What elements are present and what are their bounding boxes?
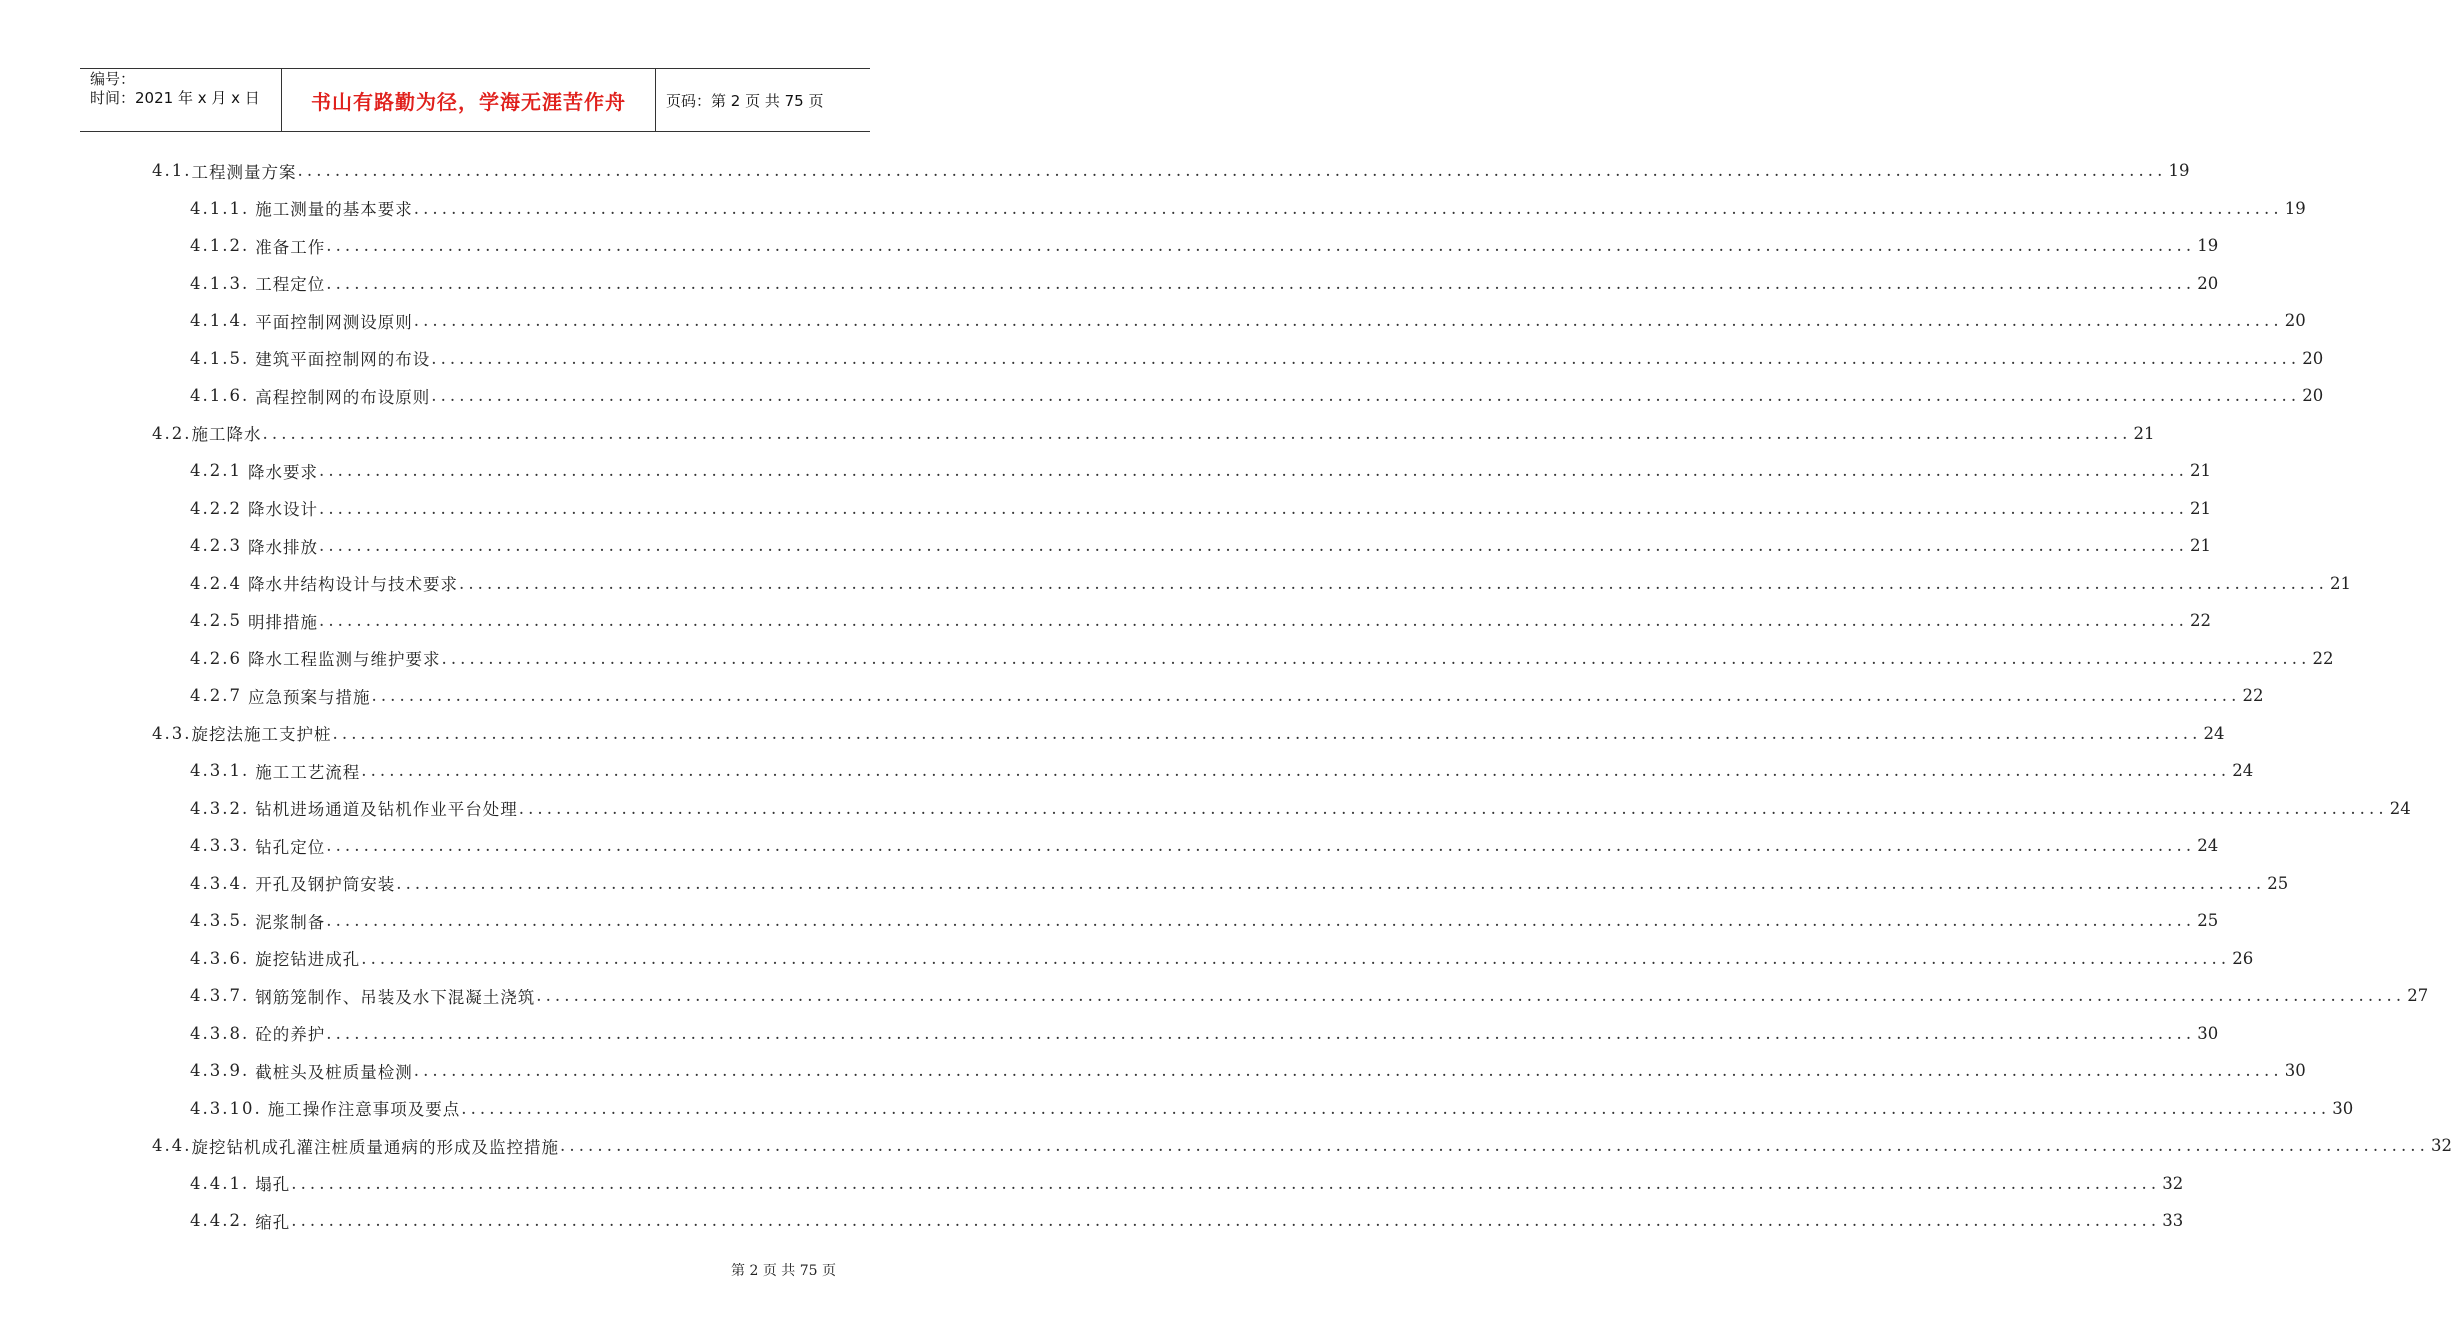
toc-entry-page: 21 [2189,498,2211,518]
toc-entry-title: 降水井结构设计与技术要求 [247,575,458,595]
toc-entry-page: 27 [2407,986,2429,1006]
header-motto: 书山有路勤为径，学海无涯苦作舟 [282,69,656,131]
toc-entry-title: 工程定位 [255,275,326,295]
toc-entry-number: 4.3.6. [190,948,250,968]
toc-entry-number: 4.4. [152,1136,192,1156]
toc-entry-number: 4.2.2 [190,498,242,518]
document-time-label: 时间：2021 年 x 月 x 日 [90,89,260,107]
toc-entry[interactable] [0,227,2219,265]
toc-entry[interactable] [0,865,2289,903]
toc-entry[interactable] [0,527,2211,565]
toc-entry-number: 4.3. [152,723,192,743]
toc-entry-page: 21 [2329,573,2351,593]
toc-leader-dots: ........................................................................................................................................................................................................ [291,1211,2161,1231]
toc-entry-title: 降水排放 [247,537,318,557]
toc-leader-dots: ........................................................................................................................................................................................................ [413,198,2283,218]
toc-entry-number: 4.3.10. [190,1098,262,1118]
toc-entry-title: 建筑平面控制网的布设 [255,350,431,370]
toc-leader-dots: ........................................................................................................................................................................................................ [413,311,2283,331]
header-page-info: 页码：第 2 页 共 75 页 [666,91,824,110]
toc-leader-dots: ........................................................................................................................................................................................................ [318,611,2188,631]
toc-leader-dots: ........................................................................................................................................................................................................ [458,573,2328,593]
toc-entry-title: 泥浆制备 [255,912,326,932]
toc-entry[interactable] [0,677,2264,715]
toc-leader-dots: ........................................................................................................................................................................................................ [431,348,2301,368]
toc-entry-page: 24 [2232,761,2254,781]
toc-entry-title: 钢筋笼制作、吊装及水下混凝土浇筑 [255,987,536,1007]
toc-entry-page: 32 [2162,1173,2184,1193]
toc-entry-page: 20 [2284,311,2306,331]
toc-entry-number: 4.4.2. [190,1211,250,1231]
toc-leader-dots: ........................................................................................................................................................................................................ [326,273,2196,293]
toc-leader-dots: ........................................................................................................................................................................................................ [326,1023,2196,1043]
toc-entry[interactable] [0,1127,2452,1165]
table-of-contents [0,152,2452,1240]
toc-leader-dots: ........................................................................................................................................................................................................ [326,236,2196,256]
toc-entry-page: 21 [2189,536,2211,556]
toc-entry-number: 4.3.2. [190,798,250,818]
toc-leader-dots: ........................................................................................................................................................................................................ [361,948,2231,968]
toc-entry-page: 22 [2242,686,2264,706]
toc-leader-dots: ........................................................................................................................................................................................................ [441,648,2311,668]
toc-entry-title: 降水工程监测与维护要求 [247,650,441,670]
toc-entry[interactable] [0,190,2306,228]
toc-entry-page: 30 [2284,1061,2306,1081]
toc-entry-number: 4.4.1. [190,1173,250,1193]
toc-leader-dots: ........................................................................................................................................................................................................ [413,1061,2283,1081]
toc-entry[interactable] [0,415,2155,453]
toc-entry-title: 截桩头及桩质量检测 [255,1062,413,1082]
toc-entry-title: 准备工作 [255,237,326,257]
page-header [80,68,870,132]
toc-entry[interactable] [0,152,2190,190]
toc-leader-dots: ........................................................................................................................................................................................................ [318,536,2188,556]
toc-entry-number: 4.3.8. [190,1023,250,1043]
toc-entry-number: 4.3.1. [190,761,250,781]
toc-entry-number: 4.1.2. [190,236,250,256]
toc-leader-dots: ........................................................................................................................................................................................................ [326,911,2196,931]
toc-entry-page: 20 [2197,273,2219,293]
toc-entry-title: 缩孔 [255,1212,291,1232]
toc-entry-number: 4.2.6 [190,648,242,668]
toc-entry[interactable] [0,715,2225,753]
toc-entry-title: 塌孔 [255,1175,291,1195]
toc-entry-number: 4.1.3. [190,273,250,293]
toc-entry-title: 钻孔定位 [255,837,326,857]
toc-entry-title: 施工测量的基本要求 [255,200,413,220]
toc-entry-number: 4.3.3. [190,836,250,856]
toc-entry-title: 钻机进场通道及钻机作业平台处理 [255,800,518,820]
toc-entry-number: 4.2.7 [190,686,242,706]
toc-leader-dots: ........................................................................................................................................................................................................ [536,986,2406,1006]
toc-entry[interactable] [0,377,2324,415]
toc-entry[interactable] [0,1202,2184,1240]
toc-leader-dots: ........................................................................................................................................................................................................ [326,836,2196,856]
toc-entry[interactable] [0,977,2429,1015]
toc-leader-dots: ........................................................................................................................................................................................................ [262,423,2132,443]
toc-entry-number: 4.2.1 [190,461,242,481]
toc-entry-number: 4.2.3 [190,536,242,556]
toc-leader-dots: ........................................................................................................................................................................................................ [371,686,2241,706]
toc-entry-page: 32 [2430,1136,2452,1156]
toc-leader-dots: ........................................................................................................................................................................................................ [361,761,2231,781]
toc-entry[interactable] [0,940,2254,978]
toc-entry[interactable] [0,602,2211,640]
toc-entry[interactable] [0,490,2211,528]
toc-entry-title: 施工工艺流程 [255,762,361,782]
toc-leader-dots: ........................................................................................................................................................................................................ [560,1136,2429,1156]
toc-entry[interactable] [0,452,2211,490]
header-meta [80,69,282,131]
toc-leader-dots: ........................................................................................................................................................................................................ [318,461,2188,481]
toc-entry[interactable] [0,302,2306,340]
toc-entry-page: 22 [2312,648,2334,668]
toc-leader-dots: ........................................................................................................................................................................................................ [461,1098,2331,1118]
toc-entry-page: 25 [2267,873,2289,893]
toc-entry-title: 高程控制网的布设原则 [255,387,431,407]
toc-entry-title: 明排措施 [247,612,318,632]
toc-leader-dots: ........................................................................................................................................................................................................ [318,498,2188,518]
toc-entry-page: 30 [2197,1023,2219,1043]
toc-entry-page: 33 [2162,1211,2184,1231]
toc-entry-title: 施工操作注意事项及要点 [267,1100,461,1120]
toc-entry-title: 砼的养护 [255,1025,326,1045]
toc-entry-page: 22 [2189,611,2211,631]
toc-entry[interactable] [0,1165,2184,1203]
toc-leader-dots: ........................................................................................................................................................................................................ [297,161,2167,181]
toc-entry-number: 4.3.4. [190,873,250,893]
toc-entry-page: 21 [2133,423,2155,443]
toc-entry-number: 4.1.1. [190,198,250,218]
toc-entry-page: 24 [2389,798,2411,818]
toc-entry[interactable] [0,902,2219,940]
toc-entry-page: 20 [2302,386,2324,406]
toc-entry-page: 25 [2197,911,2219,931]
toc-leader-dots: ........................................................................................................................................................................................................ [431,386,2301,406]
toc-entry-page: 24 [2197,836,2219,856]
toc-entry-title: 降水设计 [247,500,318,520]
toc-leader-dots: ........................................................................................................................................................................................................ [291,1173,2161,1193]
toc-entry-number: 4.1.4. [190,311,250,331]
toc-entry[interactable] [0,565,2351,603]
toc-entry-page: 19 [2197,236,2219,256]
toc-entry[interactable] [0,640,2334,678]
toc-entry-number: 4.3.9. [190,1061,250,1081]
page-footer: 第 2 页 共 75 页 [731,1263,836,1279]
toc-entry-number: 4.1. [152,161,192,181]
toc-entry-number: 4.2.5 [190,611,242,631]
toc-entry[interactable] [0,1015,2219,1053]
document-number-label: 编号： [90,70,136,88]
toc-entry-title: 工程测量方案 [191,162,297,182]
toc-entry-number: 4.3.7. [190,986,250,1006]
toc-leader-dots: ........................................................................................................................................................................................................ [332,723,2202,743]
toc-entry-page: 19 [2168,161,2190,181]
toc-entry-title: 旋挖法施工支护桩 [191,725,332,745]
toc-entry-number: 4.1.6. [190,386,250,406]
toc-entry-page: 26 [2232,948,2254,968]
toc-entry-page: 30 [2332,1098,2354,1118]
toc-entry[interactable] [0,340,2324,378]
toc-entry[interactable] [0,752,2254,790]
toc-entry-page: 24 [2203,723,2225,743]
toc-entry-number: 4.1.5. [190,348,250,368]
toc-entry[interactable] [0,265,2219,303]
toc-entry[interactable] [0,1052,2306,1090]
toc-leader-dots: ........................................................................................................................................................................................................ [396,873,2266,893]
toc-entry[interactable] [0,790,2411,828]
toc-entry-page: 19 [2284,198,2306,218]
toc-entry-title: 降水要求 [247,462,318,482]
toc-entry-number: 4.3.5. [190,911,250,931]
toc-entry-title: 应急预案与措施 [247,687,371,707]
toc-entry-title: 旋挖钻机成孔灌注桩质量通病的形成及监控措施 [191,1137,559,1157]
toc-entry-page: 20 [2302,348,2324,368]
toc-entry-page: 21 [2189,461,2211,481]
toc-entry-title: 施工降水 [191,425,262,445]
toc-entry-number: 4.2.4 [190,573,242,593]
toc-entry[interactable] [0,1090,2354,1128]
toc-leader-dots: ........................................................................................................................................................................................................ [518,798,2388,818]
toc-entry-title: 开孔及钢护筒安装 [255,875,396,895]
toc-entry-title: 旋挖钻进成孔 [255,950,361,970]
toc-entry-title: 平面控制网测设原则 [255,312,413,332]
toc-entry-number: 4.2. [152,423,192,443]
toc-entry[interactable] [0,827,2219,865]
